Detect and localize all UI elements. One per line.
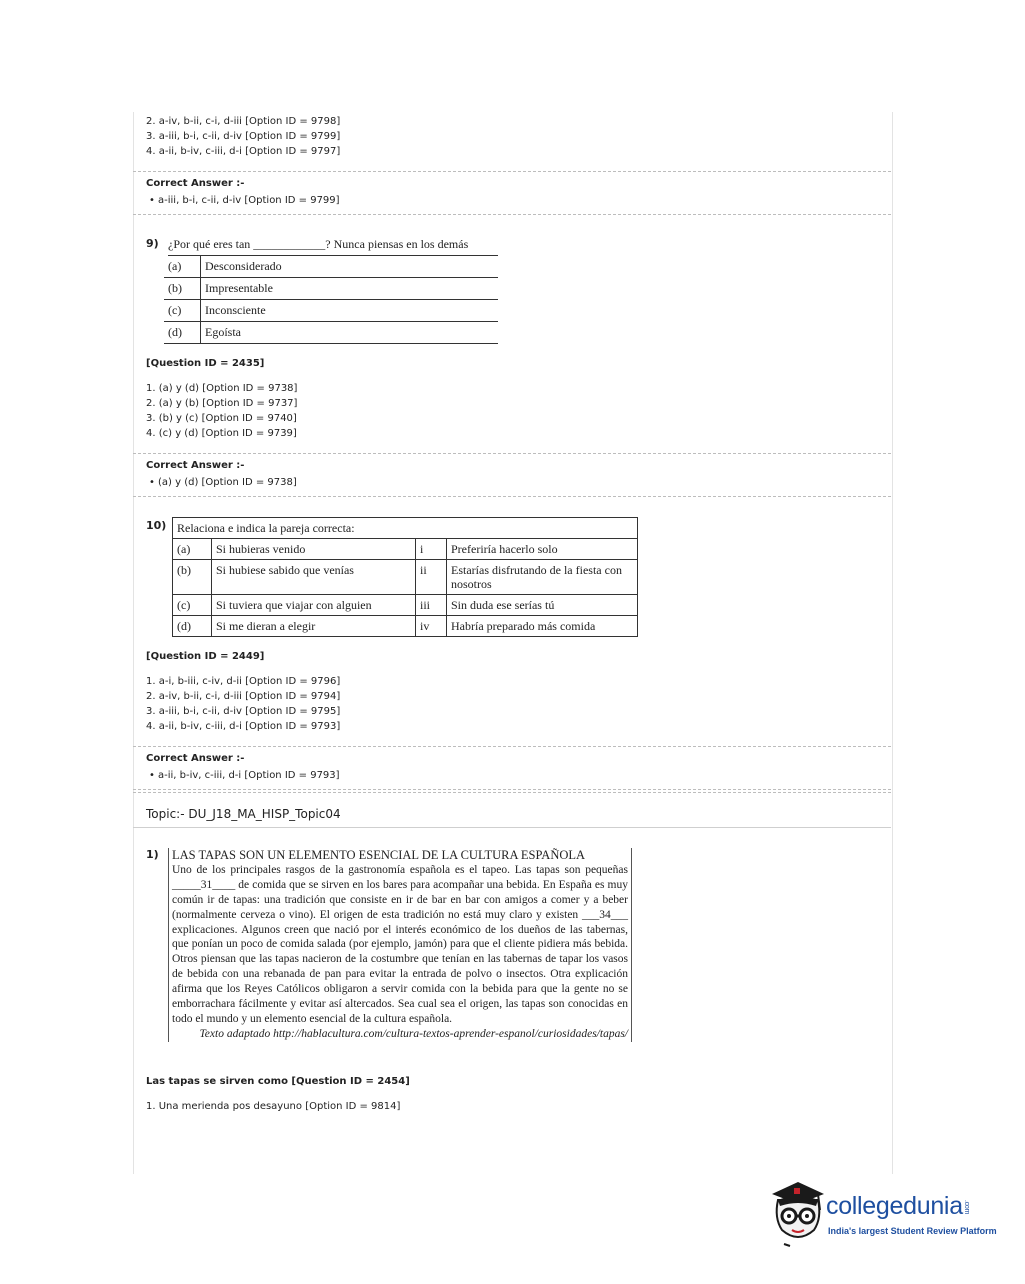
logo-suffix: .com [962,1200,970,1215]
row-key: iii [416,595,447,616]
row-right: Habría preparado más comida [447,616,638,637]
row-key: ii [416,560,447,595]
row-right: Estarías disfrutando de la fiesta con nosotros [447,560,638,595]
option-item: 4. (c) y (d) [Option ID = 9739] [146,428,297,439]
question-number: 9) [146,237,159,250]
passage-source: Texto adaptado http://hablacultura.com/cultura-textos-aprender-espanol/curiosidades/tapas/ [199,1027,628,1040]
correct-answer-label: Correct Answer :- [146,178,245,189]
option-item: 3. a-iii, b-i, c-ii, d-iv [Option ID = 9799] [146,131,341,142]
prev-options [146,114,891,159]
row-left: Si me dieran a elegir [212,616,416,637]
choice-key: (b) [164,278,201,300]
mascot-icon [768,1178,828,1248]
question-stem: ¿Por qué eres tan ____________? Nunca piensas en los demás [168,237,498,256]
table-row [173,616,638,637]
table-row [164,278,498,300]
correct-answer: • a-ii, b-iv, c-iii, d-i [Option ID = 9793] [146,768,891,783]
q10-options [146,674,891,734]
row-right: Sin duda ese serías tú [447,595,638,616]
logo-tagline: India's largest Student Review Platform [828,1226,997,1236]
divider [133,792,891,793]
row-key: iv [416,616,447,637]
choice-text: Impresentable [201,278,499,300]
option-item: 4. a-ii, b-iv, c-iii, d-i [Option ID = 9793] [146,721,341,732]
divider [133,171,891,172]
question-id: [Question ID = 2435] [146,358,265,369]
choice-key: (a) [164,256,201,278]
divider [133,827,891,828]
table-row [164,256,498,278]
row-left: Si hubiese sabido que venías [212,560,416,595]
divider [133,214,891,215]
correct-answer-label: Correct Answer :- [146,460,245,471]
table-row [173,539,638,560]
option-item: 4. a-ii, b-iv, c-iii, d-i [Option ID = 9797] [146,146,341,157]
table-row [173,595,638,616]
row-left: Si hubieras venido [212,539,416,560]
row-right: Preferiría hacerlo solo [447,539,638,560]
correct-answer-label: Correct Answer :- [146,753,245,764]
choices-table [164,256,498,344]
table-header-row [173,518,638,539]
option-item: 1. Una merienda pos desayuno [Option ID = 9814] [146,1100,401,1112]
sub-question: Las tapas se sirven como [Question ID = 2454] [146,1075,410,1087]
collegedunia-logo [768,1178,998,1248]
choice-text: Desconsiderado [201,256,499,278]
table-row [173,560,638,595]
matching-table [172,517,638,637]
question-id: [Question ID = 2449] [146,651,265,662]
choice-key: (d) [164,322,201,344]
divider [133,746,891,747]
option-item: 2. (a) y (b) [Option ID = 9737] [146,398,298,409]
passage [168,848,632,1042]
table-row [164,322,498,344]
q9-options [146,381,891,441]
choice-text: Inconsciente [201,300,499,322]
logo-name: collegedunia [826,1192,963,1220]
logo-wordmark [826,1192,970,1221]
option-item: 2. a-iv, b-ii, c-i, d-iii [Option ID = 9798] [146,116,341,127]
divider [133,496,891,497]
question-number: 10) [146,519,167,532]
correct-answer: • a-iii, b-i, c-ii, d-iv [Option ID = 9799] [146,193,891,208]
choice-text: Egoísta [201,322,499,344]
row-key: (c) [173,595,212,616]
question-10 [146,517,891,637]
option-item: 1. (a) y (d) [Option ID = 9738] [146,383,298,394]
row-key: (d) [173,616,212,637]
choice-key: (c) [164,300,201,322]
question-9 [146,237,891,344]
correct-answer: • (a) y (d) [Option ID = 9738] [146,475,891,490]
row-key: i [416,539,447,560]
option-item: 3. (b) y (c) [Option ID = 9740] [146,413,297,424]
table-header: Relaciona e indica la pareja correcta: [173,518,638,539]
row-left: Si tuviera que viajar con alguien [212,595,416,616]
question-1 [146,848,891,1042]
row-key: (b) [173,560,212,595]
option-item: 2. a-iv, b-ii, c-i, d-iii [Option ID = 9794] [146,691,341,702]
passage-title: LAS TAPAS SON UN ELEMENTO ESENCIAL DE LA CULTURA ESPAÑOLA [172,848,586,862]
option-item: 1. a-i, b-iii, c-iv, d-ii [Option ID = 9796] [146,676,341,687]
passage-body: Uno de los principales rasgos de la gastronomía española es el tapeo. Las tapas son pequeñas _____31____ de comida que se sirven en los bares para acompañar una bebida. En España es muy común ir de tapas: una tradición que consiste en ir de bar en bar con amigos a comer y a beber (normalmente cerveza o vino). El origen de esta tradición no está muy claro y existen ___34___ explicaciones. Algunos creen que nació por el interés económico de los dueños de las tabernas, que ponían un poco de comida salada (por ejemplo, jamón) para que el cliente pidiera más bebida. Otros piensan que las tapas nacieron de la costumbre que tenían en las tabernas de tapar los vasos de bebida con una rebanada de pan para evitar la entrada de polvo o insectos. Otra explicación afirma que los Reyes Católicos obligaron a servir comida con la bebida para que la gente no se emborrachara fácilmente y evitar así altercados. Sea cual sea el origen, las tapas son conocidas en todo el mundo y un elemento esencial de la cultura española. [172,863,628,1025]
table-row [164,300,498,322]
question-number: 1) [146,848,159,861]
page-content [146,114,891,1114]
topic-heading: Topic:- DU_J18_MA_HISP_Topic04 [146,807,341,821]
option-item: 3. a-iii, b-i, c-ii, d-iv [Option ID = 9795] [146,706,341,717]
row-key: (a) [173,539,212,560]
divider [133,789,891,790]
divider [133,453,891,454]
